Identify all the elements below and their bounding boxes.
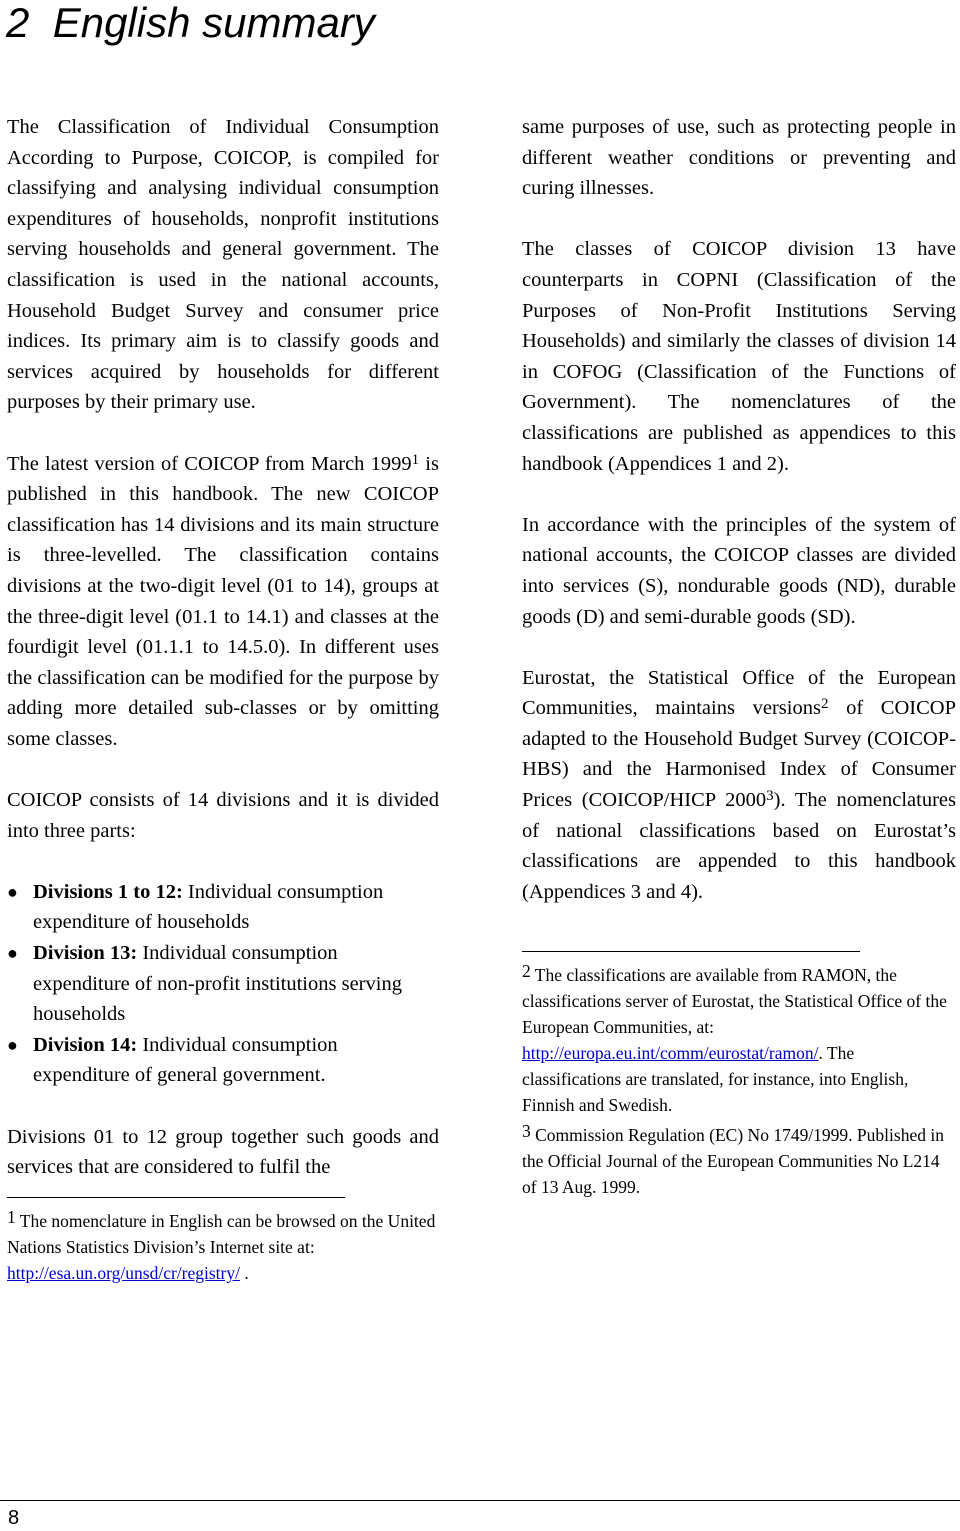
footnote-3 [522,1122,956,1200]
left-paragraph-2 [7,449,439,755]
page-number: 8 [8,1507,20,1529]
bullet-icon: ● [7,943,18,964]
left-column [7,112,439,1290]
footnote-2-end: . The classifications are translated, for instance, into English, Finnish and Swedish. [522,1043,909,1116]
footnote-2-link[interactable]: http://europa.eu.int/comm/eurostat/ramon/ [522,1043,819,1064]
right-paragraph-4-text-c: ). The nomenclatures of national classifications based on Eurostat’s classifications are appended to this handbook (Appendices 3 and 4). [522,789,956,903]
bullet-icon: ● [7,881,18,902]
section-number: 2 [6,0,30,46]
division-list [7,877,439,1091]
footnote-2-number: 2 [522,961,531,982]
right-paragraph-3: In accordance with the principles of the system of national accounts, the COICOP classes are divided into services (S), nondurable goods (ND), durable goods (D) and semi-durable goods (SD). [522,513,956,628]
left-paragraph-2-text-b: is published in this handbook. The new COICOP classification has 14 divisions and its main structure is three-levelled. The classification contains divisions at the two-digit level (01 to 14), groups at the three-digit level (01.1 to 14.1) and classes at the fourdigit level (01.1.1 to 14.5.0). In different uses the classification can be modified for the purpose by adding more detailed sub-classes or by omitting some classes. [7,452,439,750]
bullet-icon: ● [7,1034,18,1055]
footnote-3-number: 3 [522,1121,531,1142]
right-paragraph-4-text-b: of COICOP adapted to the Household Budget Survey (COICOP-HBS) and the Harmonised Index of Consumer Prices (COICOP/HICP 2000 [522,697,956,812]
footnote-ref-3: 3 [766,788,774,805]
list-item-text: Individual consumption expenditure of households [33,880,384,934]
right-column [522,112,956,1204]
right-paragraph-1: same purposes of use, such as protecting people in different weather conditions or preventing and curing illnesses. [522,116,956,200]
list-item-bold: Division 13: [33,942,138,965]
footnote-1-text: The nomenclature in English can be browsed on the United Nations Statistics Division’s Internet site at: [7,1210,436,1257]
right-paragraph-2: The classes of COICOP division 13 have counterparts in COPNI (Classification of the Purposes of Non-Profit Institutions Serving Households) and similarly the classes of division 14 in COFOG (Classification of the Functions of Government). The nomenclatures of the classifications are published as appendices to this handbook (Appendices 1 and 2). [522,238,956,475]
right-paragraph-4-text-a: Eurostat, the Statistical Office of the European Communities, maintains versions [522,666,956,720]
left-paragraph-2-text-a: The latest version of COICOP from March 1999 [7,452,412,475]
list-item-bold: Division 14: [33,1033,138,1056]
footnotes-right [522,962,956,1200]
footnote-3-text: Commission Regulation (EC) No 1749/1999. Published in the Official Journal of the European Communities No L214 of 13 Aug. 1999. [522,1125,944,1198]
footnote-1-link[interactable]: http://esa.un.org/unsd/cr/registry/ [7,1262,240,1283]
footnote-2-text: The classifications are available from RAMON, the classifications server of Eurostat, the Statistical Office of the European Communities, at: [522,965,947,1038]
footnote-1-number: 1 [7,1206,16,1227]
footnote-2 [522,962,956,1118]
footnote-ref-1: 1 [411,451,420,468]
footer-divider [0,1500,960,1501]
left-paragraph-1: The Classification of Individual Consumption According to Purpose, COICOP, is compiled for classifying and analysing individual consumption expenditures of households, nonprofit institutions serving households and general government. The classification is used in the national accounts, Household Budget Survey and consumer price indices. Its primary aim is to classify goods and services acquired by households for different purposes by their primary use. [7,116,439,414]
footnote-1 [7,1208,439,1286]
footnotes-left [7,1208,439,1286]
footnote-divider [7,1197,345,1198]
right-paragraph-4 [522,663,956,908]
list-item [7,877,439,938]
list-item-text: Individual consumption expenditure of general government. [33,1033,338,1087]
list-item [7,1030,439,1091]
left-paragraph-4: Divisions 01 to 12 group together such goods and services that are considered to fulfil the [7,1125,439,1179]
section-title: English summary [52,0,375,46]
left-paragraph-3: COICOP consists of 14 divisions and it is divided into three parts: [7,789,439,842]
list-item-text: Individual consumption expenditure of non-profit institutions serving households [33,942,402,1026]
page-title [6,0,375,46]
list-item [7,938,439,1030]
footnote-1-end: . [239,1262,249,1283]
footnote-ref-2: 2 [820,696,829,713]
footnote-divider [522,951,860,952]
list-item-bold: Divisions 1 to 12: [33,880,183,903]
